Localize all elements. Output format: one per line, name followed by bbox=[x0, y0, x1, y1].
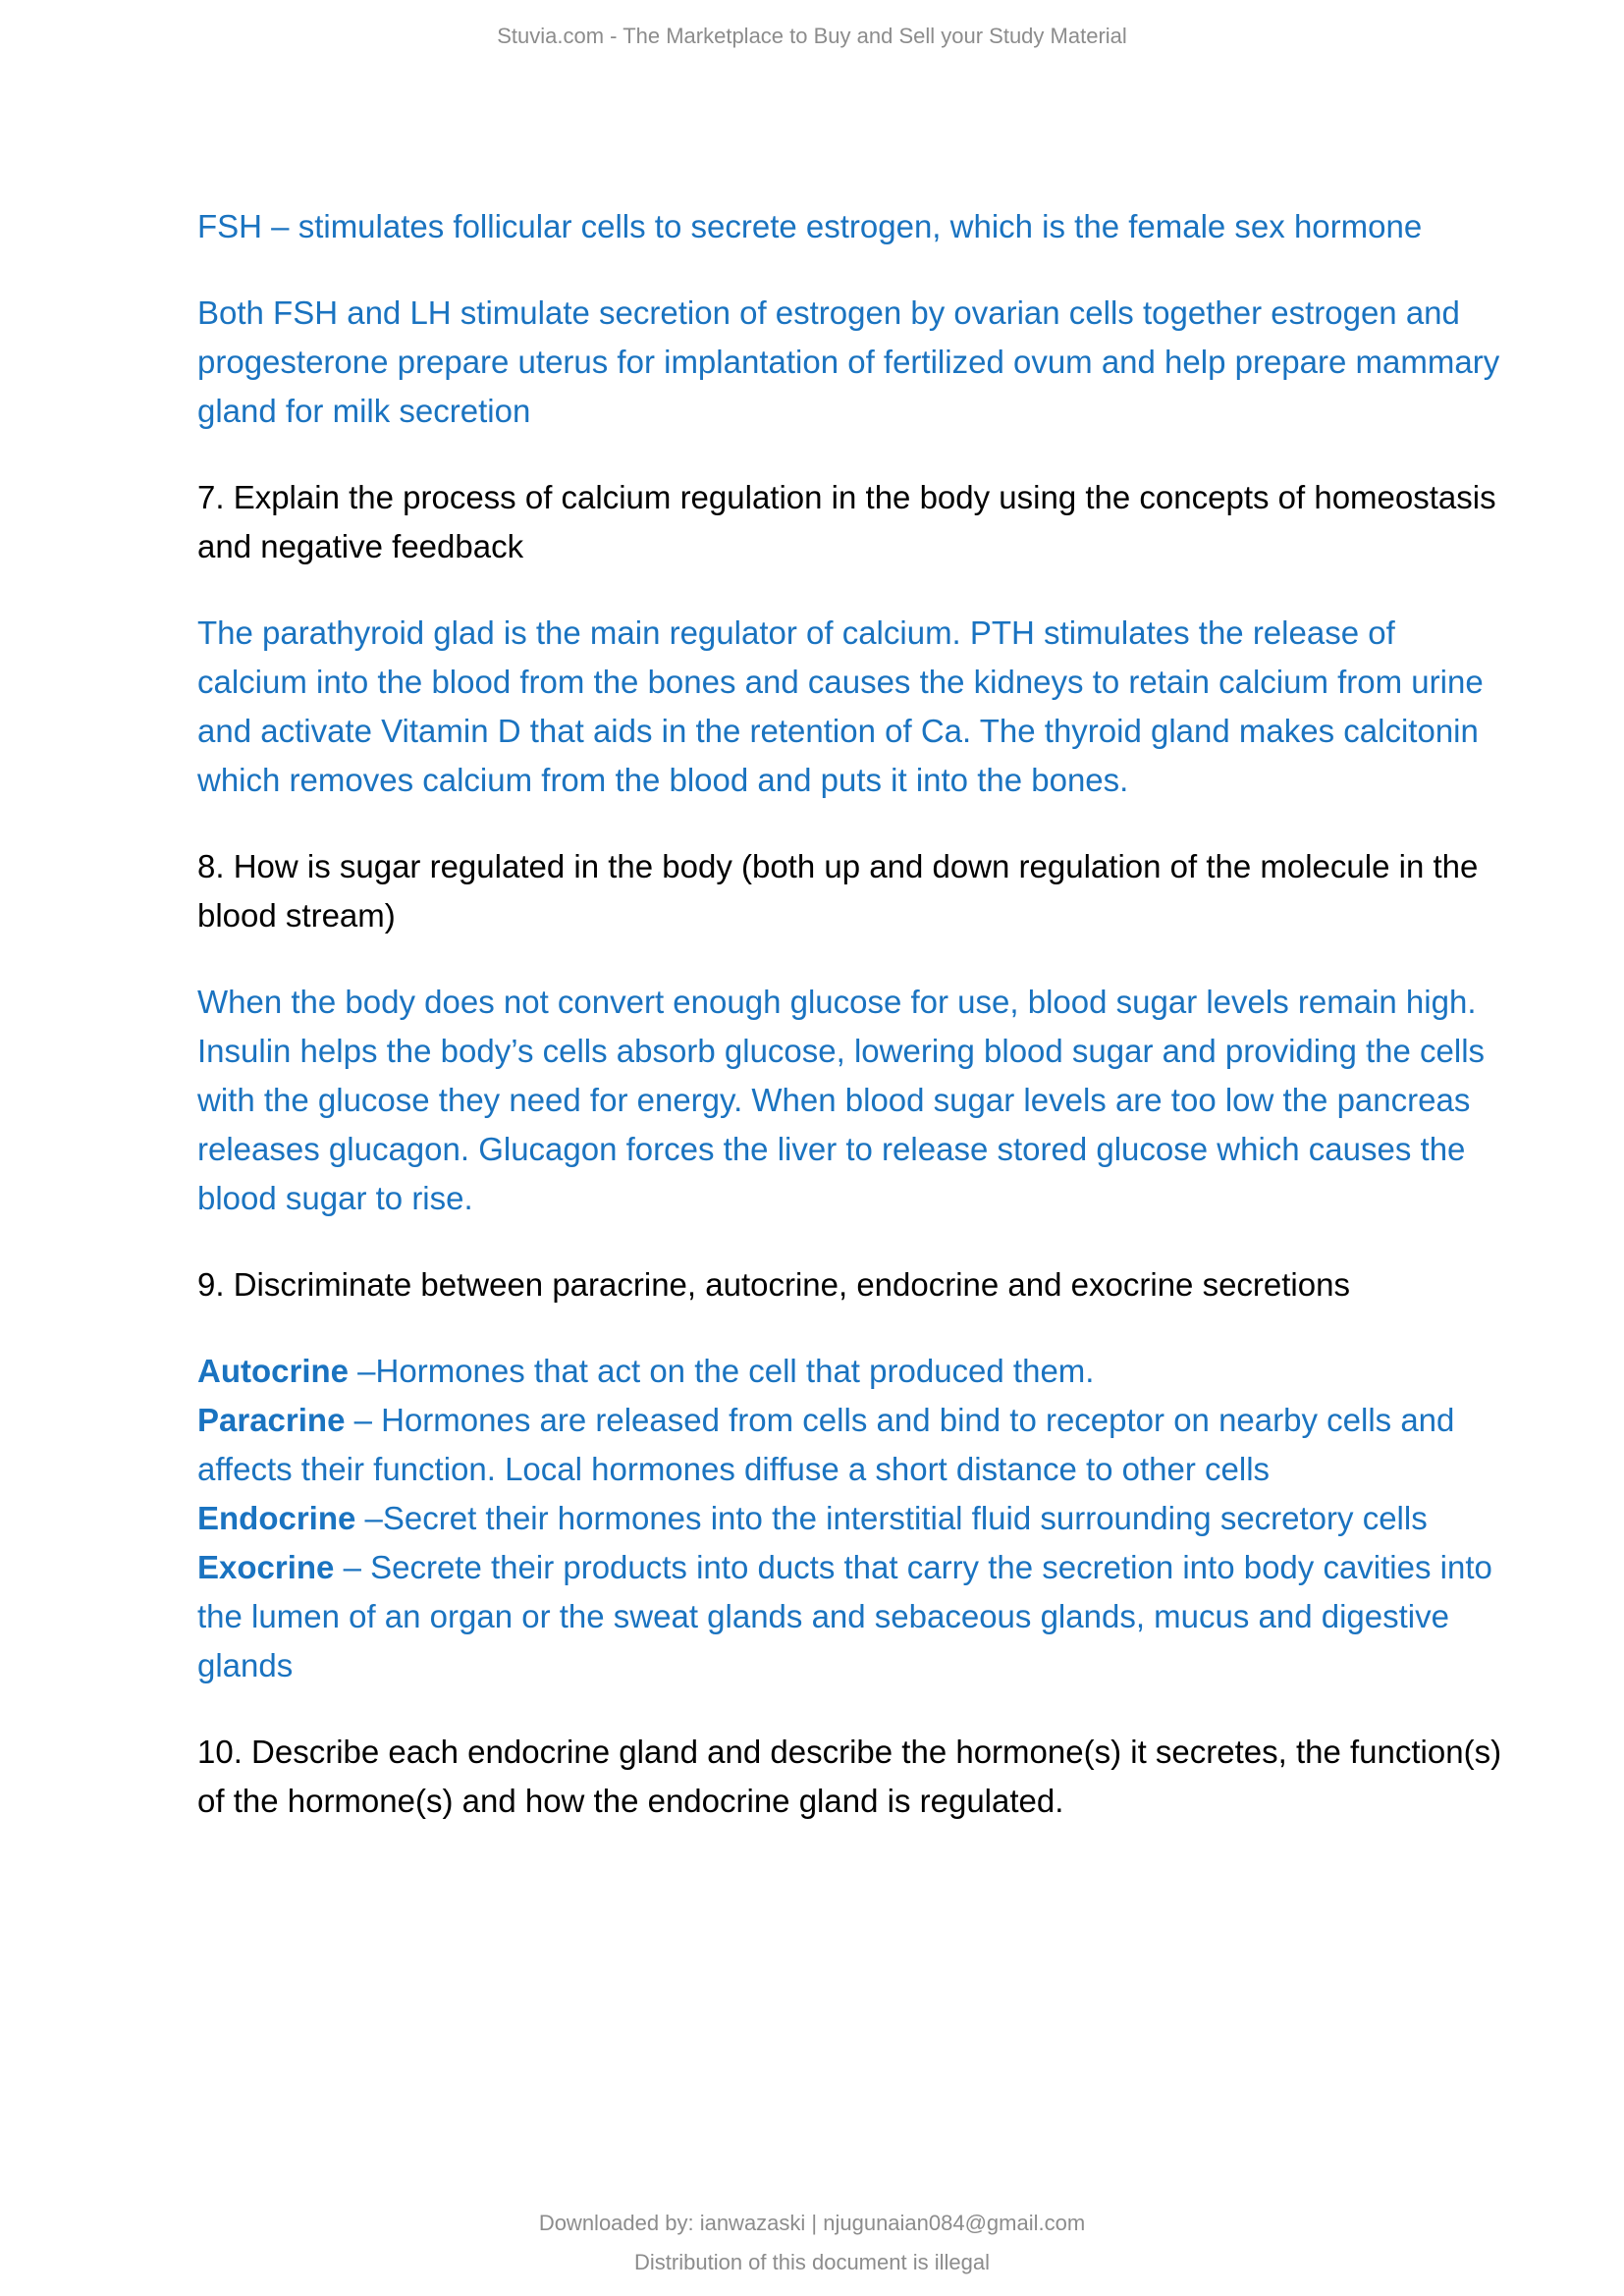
answer-8: When the body does not convert enough glucose for use, blood sugar levels remain high. Insulin helps the body’s cells absorb glucose, lowering blood sugar and providing the cells with the glucose they need for energy. When blood sugar levels are too low the pancreas releases glucagon. Glucagon forces the liver to release stored glucose which causes the blood sugar to rise. bbox=[197, 984, 1486, 1216]
footer-download-info: Downloaded by: ianwazaski | njugunaian084@gmail.com bbox=[538, 2211, 1086, 2235]
fsh-lh-answer-paragraph: Both FSH and LH stimulate secretion of estrogen by ovarian cells together estrogen and progesterone prepare uterus for implantation of fertilized ovum and help prepare mammary gland for milk secretion bbox=[197, 294, 1500, 429]
definition-text: –Secret their hormones into the interstitial fluid surrounding secretory cells bbox=[355, 1500, 1428, 1536]
footer-distribution-notice: Distribution of this document is illegal bbox=[634, 2250, 990, 2274]
page-header-watermark: Stuvia.com - The Marketplace to Buy and Sell your Study Material bbox=[497, 24, 1127, 48]
answer-7: The parathyroid glad is the main regulator of calcium. PTH stimulates the release of calcium into the blood from the bones and causes the kidneys to retain calcium from urine and activate Vitamin D that aids in the retention of Ca. The thyroid gland makes calcitonin which removes calcium from the blood and puts it into the bones. bbox=[197, 614, 1484, 798]
definition-paracrine bbox=[197, 1396, 1503, 1494]
fsh-answer-paragraph: FSH – stimulates follicular cells to secrete estrogen, which is the female sex hormone bbox=[197, 208, 1423, 244]
question-9: 9. Discriminate between paracrine, autocrine, endocrine and exocrine secretions bbox=[197, 1266, 1350, 1303]
definition-text: –Hormones that act on the cell that produced them. bbox=[349, 1353, 1095, 1389]
secretion-definitions bbox=[197, 1347, 1503, 1690]
term-autocrine: Autocrine bbox=[197, 1353, 350, 1389]
term-paracrine: Paracrine bbox=[197, 1402, 346, 1438]
document-body bbox=[197, 202, 1503, 1863]
definition-autocrine bbox=[197, 1347, 1503, 1396]
term-endocrine: Endocrine bbox=[197, 1500, 356, 1536]
definition-text: – Hormones are released from cells and bind to receptor on nearby cells and affects their function. Local hormones diffuse a short distance to other cells bbox=[197, 1402, 1455, 1487]
definition-exocrine bbox=[197, 1543, 1503, 1690]
question-7: 7. Explain the process of calcium regulation in the body using the concepts of homeostasis and negative feedback bbox=[197, 479, 1496, 564]
definition-endocrine bbox=[197, 1494, 1503, 1543]
question-10: 10. Describe each endocrine gland and describe the hormone(s) it secretes, the function(s) of the hormone(s) and how the endocrine gland is regulated. bbox=[197, 1734, 1502, 1819]
definition-text: – Secrete their products into ducts that carry the secretion into body cavities into the lumen of an organ or the sweat glands and sebaceous glands, mucus and digestive glands bbox=[197, 1549, 1492, 1683]
question-8: 8. How is sugar regulated in the body (both up and down regulation of the molecule in the blood stream) bbox=[197, 848, 1479, 934]
term-exocrine: Exocrine bbox=[197, 1549, 335, 1585]
